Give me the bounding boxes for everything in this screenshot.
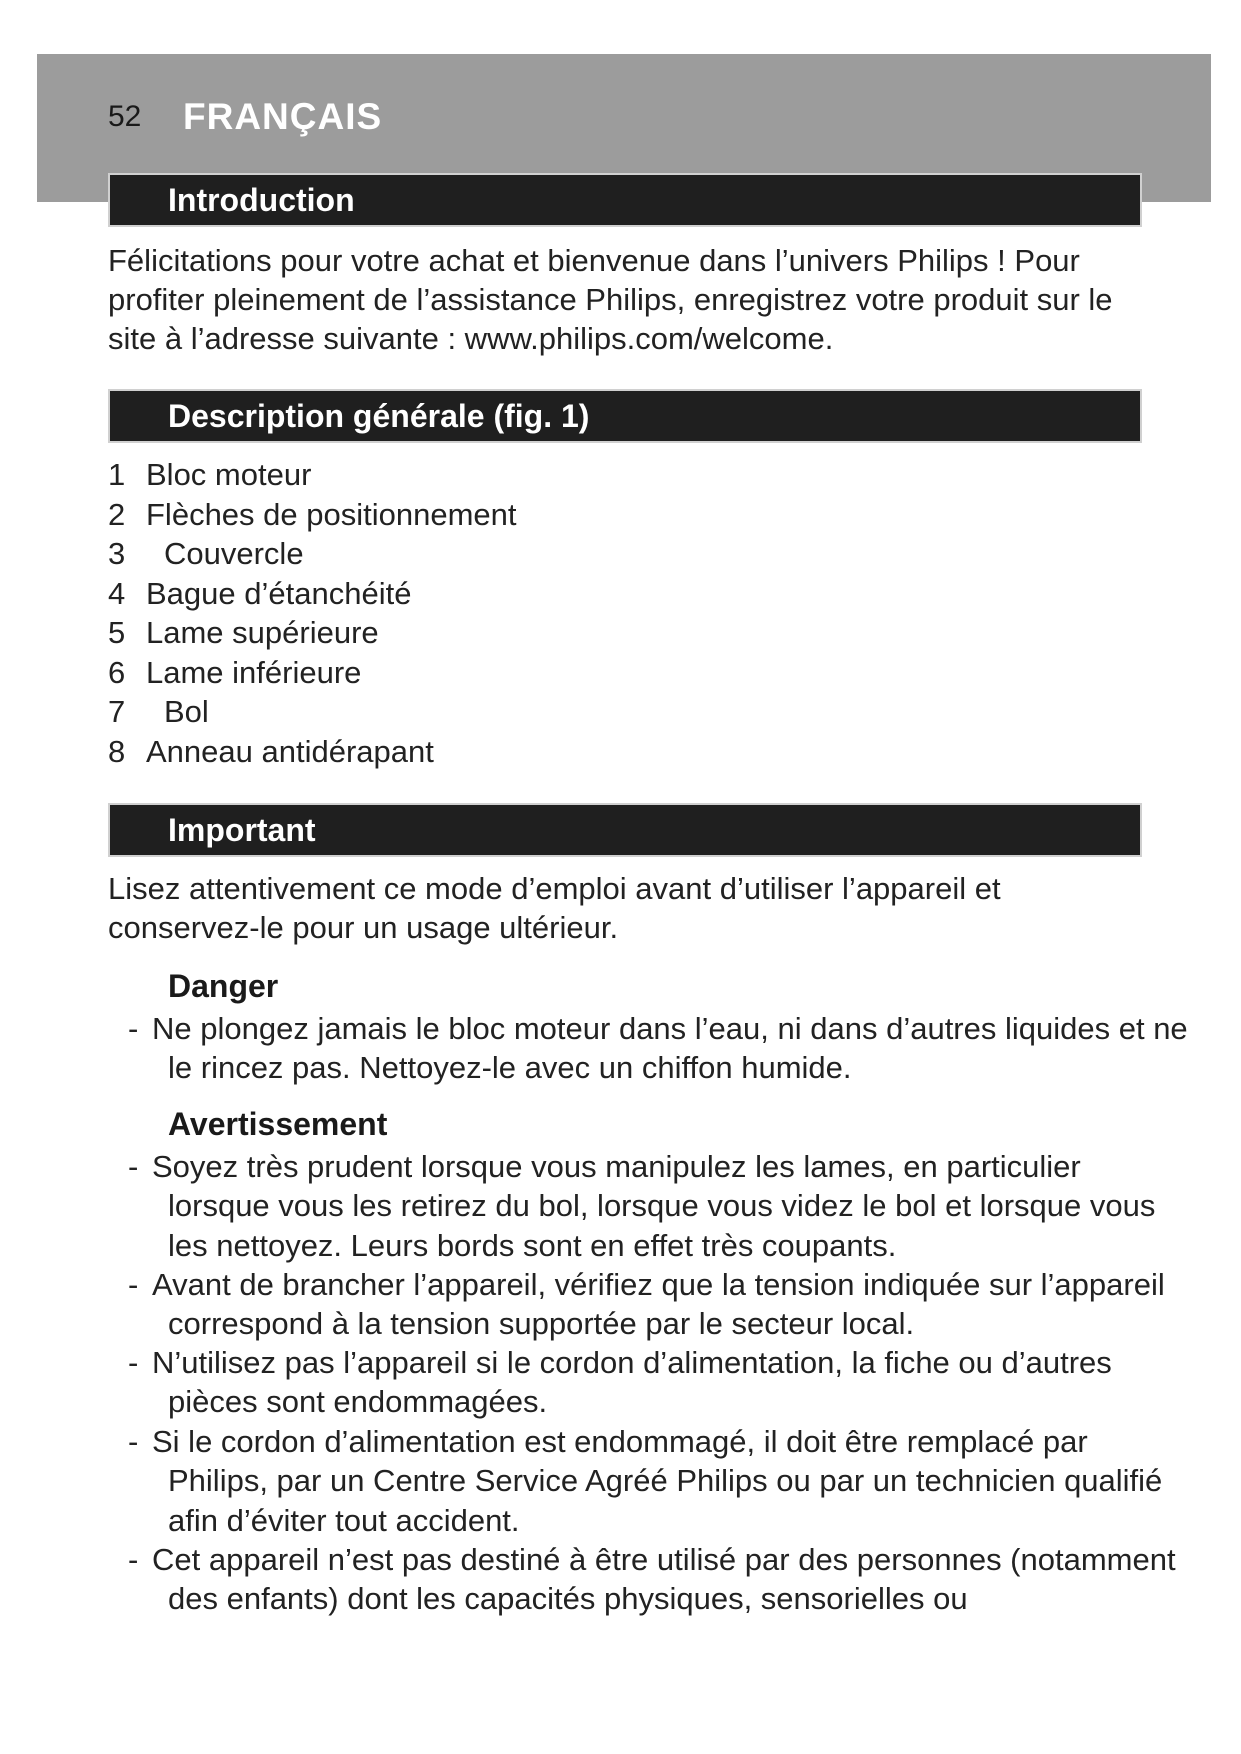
page-language-title: FRANÇAIS <box>183 96 383 137</box>
bullet-item: - Cet appareil n’est pas destiné à être utilisé par des personnes (notamment des enfants) dont les capacités physiques, sensorielles ou <box>128 1542 1176 1617</box>
list-item: 1 Bloc moteur <box>108 457 312 492</box>
bullet-item: - Soyez très prudent lorsque vous manipulez les lames, en particulier lorsque vous les retirez du bol, lorsque vous videz le bol et lorsque vous les nettoyez. Leurs bords sont en effet très coupants. <box>128 1149 1156 1263</box>
section-title: Important <box>168 812 316 848</box>
list-item: 3 Couvercle <box>108 536 304 571</box>
warning-heading: Avertissement <box>168 1106 388 1142</box>
page-number: 52 <box>108 100 142 133</box>
bullet-item: - Avant de brancher l’appareil, vérifiez que la tension indiquée sur l’appareil correspond à la tension supportée par le secteur local. <box>128 1267 1165 1342</box>
list-item: 2 Flèches de positionnement <box>108 496 517 532</box>
intro-paragraph: Félicitations pour votre achat et bienvenue dans l’univers Philips ! Pour profiter pleinement de l’assistance Philips, enregistrez votre produit sur le site à l’adresse suivante : www.philips.com/welcome. <box>108 243 1113 356</box>
list-item: 6 Lame inférieure <box>108 654 362 690</box>
bullet-item: - Si le cordon d’alimentation est endommagé, il doit être remplacé par Philips, par un Centre Service Agréé Philips ou par un technicien qualifié afin d’éviter tout accident. <box>128 1424 1163 1538</box>
list-item: 7 Bol <box>108 694 209 729</box>
section-header-introduction <box>110 175 1140 225</box>
section-header-important <box>110 805 1140 855</box>
section-title: Description générale (fig. 1) <box>168 398 590 434</box>
danger-heading: Danger <box>168 968 279 1004</box>
parts-list <box>108 455 517 771</box>
list-item: 5 Lame supérieure <box>108 615 379 650</box>
list-item: 4 Bague d’étanchéité <box>108 575 412 611</box>
important-paragraph: Lisez attentivement ce mode d’emploi avant d’utiliser l’appareil et conservez-le pour un usage ultérieur. <box>108 871 1001 945</box>
bullet-item: - N’utilisez pas l’appareil si le cordon d’alimentation, la fiche ou d’autres pièces sont endommagées. <box>128 1345 1112 1420</box>
section-header-description <box>110 391 1140 441</box>
bullet-item: - Ne plongez jamais le bloc moteur dans l’eau, ni dans d’autres liquides et ne le rincez pas. Nettoyez-le avec un chiffon humide. <box>128 1011 1188 1086</box>
section-title: Introduction <box>168 182 355 218</box>
list-item: 8 Anneau antidérapant <box>108 733 434 769</box>
